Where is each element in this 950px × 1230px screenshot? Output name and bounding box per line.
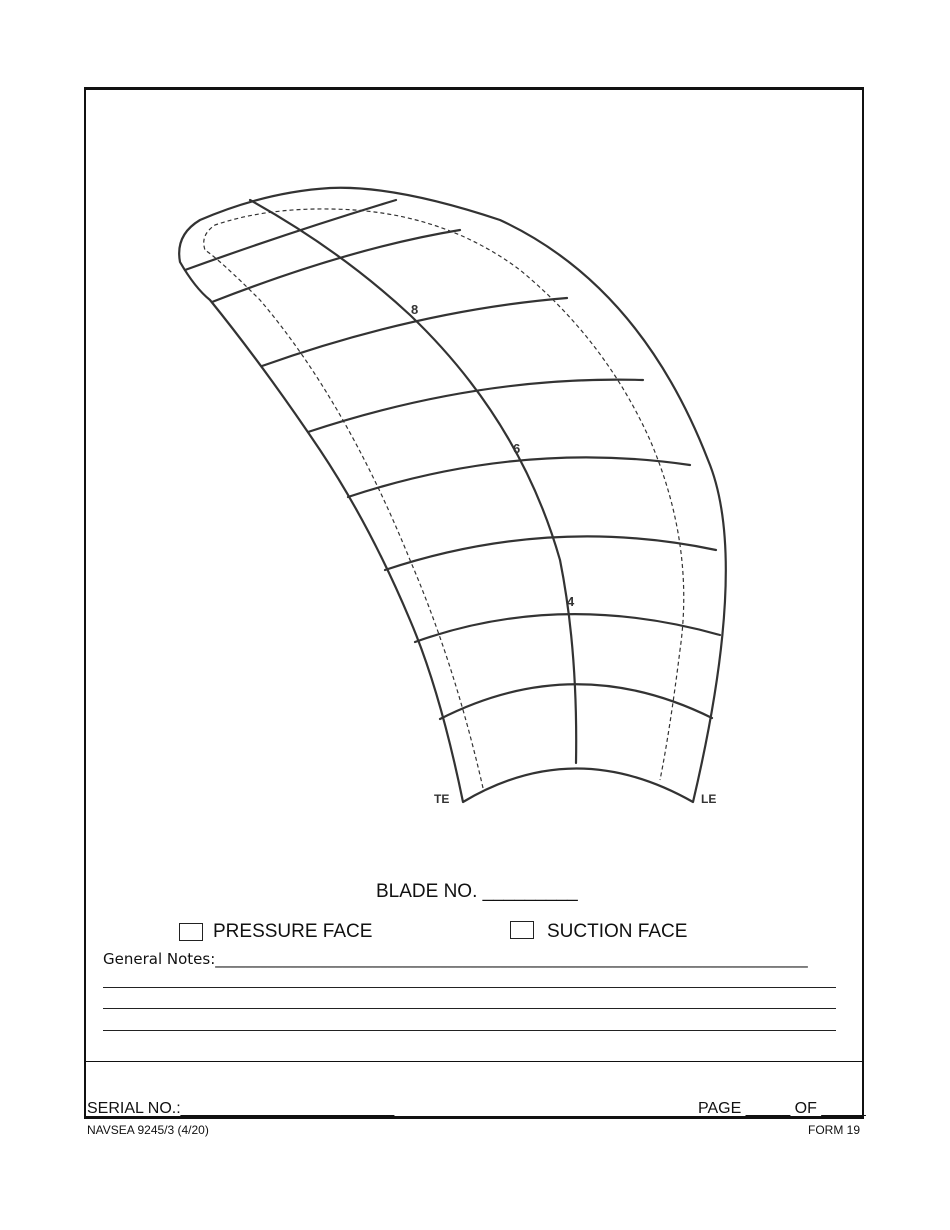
blade-dashed-offset-line bbox=[204, 209, 684, 788]
notes-line[interactable] bbox=[103, 1030, 836, 1031]
blade-number-field[interactable]: BLADE NO. _________ bbox=[376, 881, 578, 902]
page-of-field[interactable]: PAGE _____ OF _____ bbox=[698, 1100, 866, 1117]
form-number: NAVSEA 9245/3 (4/20) bbox=[87, 1123, 209, 1137]
general-notes-field[interactable]: General Notes:_______________________________________________________________________________ bbox=[103, 950, 808, 968]
serial-number-field[interactable]: SERIAL NO.:________________________ bbox=[87, 1100, 395, 1117]
station-label-8: 8 bbox=[411, 302, 419, 317]
leading-edge-label: LE bbox=[701, 792, 717, 806]
suction-face-label: SUCTION FACE bbox=[547, 921, 688, 942]
form-name: FORM 19 bbox=[808, 1123, 861, 1137]
blade-section-line bbox=[348, 457, 690, 497]
station-label-4: 4 bbox=[567, 594, 575, 609]
trailing-edge-label: TE bbox=[434, 792, 450, 806]
pressure-face-checkbox[interactable] bbox=[179, 923, 203, 941]
pressure-face-label: PRESSURE FACE bbox=[213, 921, 373, 942]
blade-section-line bbox=[212, 230, 460, 302]
notes-line[interactable] bbox=[103, 1008, 836, 1009]
notes-line[interactable] bbox=[103, 987, 836, 988]
section-divider bbox=[84, 1061, 864, 1062]
suction-face-checkbox[interactable] bbox=[510, 921, 534, 939]
blade-section-line bbox=[415, 614, 720, 642]
blade-section-line bbox=[385, 536, 716, 570]
station-label-6: 6 bbox=[513, 441, 521, 456]
blade-outline bbox=[179, 188, 726, 802]
blade-reference-line bbox=[250, 200, 576, 763]
